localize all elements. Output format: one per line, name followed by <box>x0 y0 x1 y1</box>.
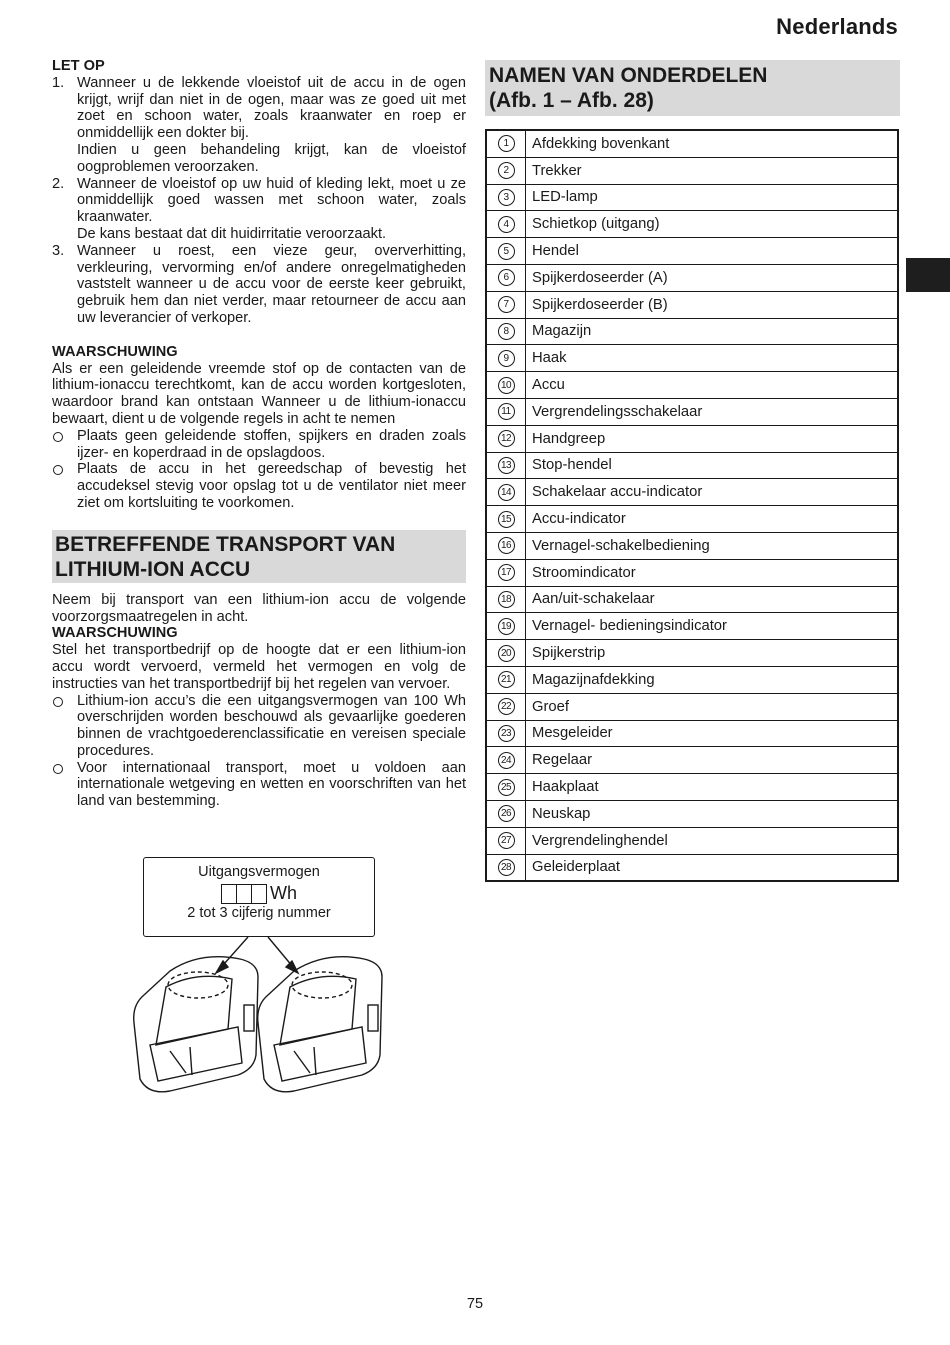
transport-intro: Neem bij transport van een lithium-ion accu de volgende voorzorgsmaatregelen in acht. <box>52 591 466 625</box>
part-label: Vergrendelingsschakelaar <box>526 398 899 425</box>
let-op-label: LET OP <box>52 58 105 74</box>
list-paragraph: Indien u geen behandeling krijgt, kan de vloeistof oogproblemen veroorzaken. <box>77 141 466 175</box>
part-number: 20 <box>498 645 515 662</box>
warning-bullet-list <box>52 428 466 512</box>
bullet-item <box>52 760 466 810</box>
table-row <box>486 720 898 747</box>
part-number: 9 <box>498 350 515 367</box>
table-row <box>486 586 898 613</box>
part-label: Groef <box>526 693 899 720</box>
figure-subtitle: 2 tot 3 cijferig nummer <box>187 905 331 921</box>
part-number: 23 <box>498 725 515 742</box>
table-row <box>486 506 898 533</box>
bullet-item <box>52 461 466 511</box>
part-number: 26 <box>498 805 515 822</box>
part-number: 1 <box>498 135 515 152</box>
battery-figure <box>130 855 390 1095</box>
table-row <box>486 479 898 506</box>
part-number: 16 <box>498 537 515 554</box>
parts-table <box>485 129 899 882</box>
part-number: 10 <box>498 377 515 394</box>
part-number: 5 <box>498 243 515 260</box>
part-label: Vernagel- bedieningsindicator <box>526 613 899 640</box>
warning-text: Als er een geleidende vreemde stof op de contacten van de lithium-ionaccu terechtkomt, kan de accu worden kortgesloten, waardoor brand kan ontstaan Wanneer u de lithium-ionaccu bewaart, dient u de volgende regels in acht te nemen <box>52 360 466 427</box>
table-row <box>486 425 898 452</box>
bullet-item <box>52 693 466 760</box>
part-number: 17 <box>498 564 515 581</box>
parts-heading <box>485 60 900 116</box>
part-label: Schakelaar accu-indicator <box>526 479 899 506</box>
table-row <box>486 372 898 399</box>
parts-heading-line1: NAMEN VAN ONDERDELEN <box>489 64 768 87</box>
part-number: 4 <box>498 216 515 233</box>
list-paragraph: Wanneer de vloeistof op uw huid of kleding lekt, moet u ze onmiddellijk goed wassen met schoon water, zoals kraanwater. <box>77 175 466 226</box>
transport-bullet-list <box>52 693 466 811</box>
part-label: Afdekking bovenkant <box>526 130 899 157</box>
part-number: 2 <box>498 162 515 179</box>
part-number: 22 <box>498 698 515 715</box>
part-number: 21 <box>498 671 515 688</box>
part-number: 14 <box>498 484 515 501</box>
part-label: Geleiderplaat <box>526 854 899 881</box>
part-label: Aan/uit-schakelaar <box>526 586 899 613</box>
part-label: Vernagel-schakelbediening <box>526 532 899 559</box>
table-row <box>486 291 898 318</box>
figure-title: Uitgangsvermogen <box>198 864 320 880</box>
circle-bullet-icon <box>53 465 63 475</box>
table-row <box>486 184 898 211</box>
bullet-text: Plaats geen geleidende stoffen, spijkers en draden zoals ijzer- en koperdraad in de opslagdoos. <box>77 427 466 461</box>
part-label: Magazijnafdekking <box>526 666 899 693</box>
table-row <box>486 211 898 238</box>
part-label: Accu <box>526 372 899 399</box>
warning-label: WAARSCHUWING <box>52 343 178 360</box>
part-label: Regelaar <box>526 747 899 774</box>
part-label: Vergrendelinghendel <box>526 827 899 854</box>
circle-bullet-icon <box>53 764 63 774</box>
transport-warning-label: WAARSCHUWING <box>52 625 178 642</box>
let-op-list <box>52 75 466 327</box>
part-label: Haakplaat <box>526 774 899 801</box>
table-row <box>486 640 898 667</box>
list-paragraph: De kans bestaat dat dit huidirritatie veroorzaakt. <box>77 225 387 242</box>
battery-left <box>134 957 258 1092</box>
table-row <box>486 318 898 345</box>
table-row <box>486 747 898 774</box>
table-row <box>486 693 898 720</box>
language-header: Nederlands <box>776 14 898 39</box>
bullet-text: Voor internationaal transport, moet u voldoen aan internationale wetgeving en wetten en voorschriften van het land van bestemming. <box>77 759 466 810</box>
part-number: 6 <box>498 269 515 286</box>
part-number: 24 <box>498 752 515 769</box>
table-row <box>486 827 898 854</box>
part-label: Spijkerdoseerder (B) <box>526 291 899 318</box>
list-number: 2. <box>52 175 65 192</box>
table-row <box>486 452 898 479</box>
bullet-item <box>52 428 466 462</box>
transport-heading: BETREFFENDE TRANSPORT VAN LITHIUM-ION ACCU <box>52 530 466 583</box>
part-label: Stop-hendel <box>526 452 899 479</box>
section-tab-marker <box>906 258 950 292</box>
part-label: Magazijn <box>526 318 899 345</box>
part-number: 11 <box>498 403 515 420</box>
part-number: 19 <box>498 618 515 635</box>
part-number: 18 <box>498 591 515 608</box>
bullet-text: Plaats de accu in het gereedschap of bevestig het accudeksel stevig voor opslag tot u de ventilator niet meer ziet om kortsluiting te voorkomen. <box>77 461 466 511</box>
table-row <box>486 398 898 425</box>
battery-right <box>258 957 382 1092</box>
part-number: 15 <box>498 511 515 528</box>
part-label: Haak <box>526 345 899 372</box>
circle-bullet-icon <box>53 432 63 442</box>
table-row <box>486 238 898 265</box>
let-op-item <box>52 243 466 327</box>
part-label: Stroomindicator <box>526 559 899 586</box>
table-row <box>486 559 898 586</box>
part-label: Hendel <box>526 238 899 265</box>
table-row <box>486 264 898 291</box>
part-number: 7 <box>498 296 515 313</box>
part-number: 28 <box>498 859 515 876</box>
part-label: Neuskap <box>526 800 899 827</box>
list-paragraph: Wanneer u roest, een vieze geur, oververhitting, verkleuring, vervorming en/of andere onregelmatigheden vaststelt wanneer u de accu voor de eerste keer gebruikt, gebruik hem dan niet verder, maar retourneer de accu aan uw leverancier of verkoper. <box>77 242 466 326</box>
page-number: 75 <box>466 1296 484 1312</box>
part-label: Spijkerdoseerder (A) <box>526 264 899 291</box>
list-paragraph: Wanneer u de lekkende vloeistof uit de accu in de ogen krijgt, wrijf dan niet in de ogen, maar was ze goed uit met zoet en schoon water, zoals kraanwater en roep er onmiddellijk een dokter bij. <box>77 74 466 142</box>
table-row <box>486 854 898 881</box>
table-row <box>486 130 898 157</box>
part-number: 27 <box>498 832 515 849</box>
part-number: 13 <box>498 457 515 474</box>
part-label: Accu-indicator <box>526 506 899 533</box>
part-number: 8 <box>498 323 515 340</box>
parts-heading-line2: (Afb. 1 – Afb. 28) <box>489 89 654 112</box>
part-label: LED-lamp <box>526 184 899 211</box>
table-row <box>486 345 898 372</box>
part-label: Mesgeleider <box>526 720 899 747</box>
table-row <box>486 157 898 184</box>
wh-unit: Wh <box>270 883 297 903</box>
part-number: 3 <box>498 189 515 206</box>
table-row <box>486 800 898 827</box>
let-op-item <box>52 176 466 243</box>
bullet-text: Lithium-ion accu’s die een uitgangsvermogen van 100 Wh overschrijden worden beschouwd als gevaarlijke goederen binnen de vrachtgoederenclassificatie en vereisen speciale procedures. <box>77 692 466 759</box>
part-label: Spijkerstrip <box>526 640 899 667</box>
let-op-item <box>52 75 466 176</box>
right-column <box>485 60 900 882</box>
part-number: 25 <box>498 779 515 796</box>
circle-bullet-icon <box>53 697 63 707</box>
left-column <box>52 58 466 810</box>
transport-warning-text: Stel het transportbedrijf op de hoogte dat er een lithium-ion accu wordt vervoerd, vermeld het vermogen en volg de instructies van het transportbedrijf bij het regelen van vervoer. <box>52 642 466 692</box>
part-label: Schietkop (uitgang) <box>526 211 899 238</box>
part-label: Handgreep <box>526 425 899 452</box>
list-number: 3. <box>52 242 65 259</box>
part-label: Trekker <box>526 157 899 184</box>
table-row <box>486 613 898 640</box>
table-row <box>486 774 898 801</box>
table-row <box>486 666 898 693</box>
part-number: 12 <box>498 430 515 447</box>
table-row <box>486 532 898 559</box>
battery-illustration <box>130 855 390 1095</box>
list-number: 1. <box>52 74 65 91</box>
